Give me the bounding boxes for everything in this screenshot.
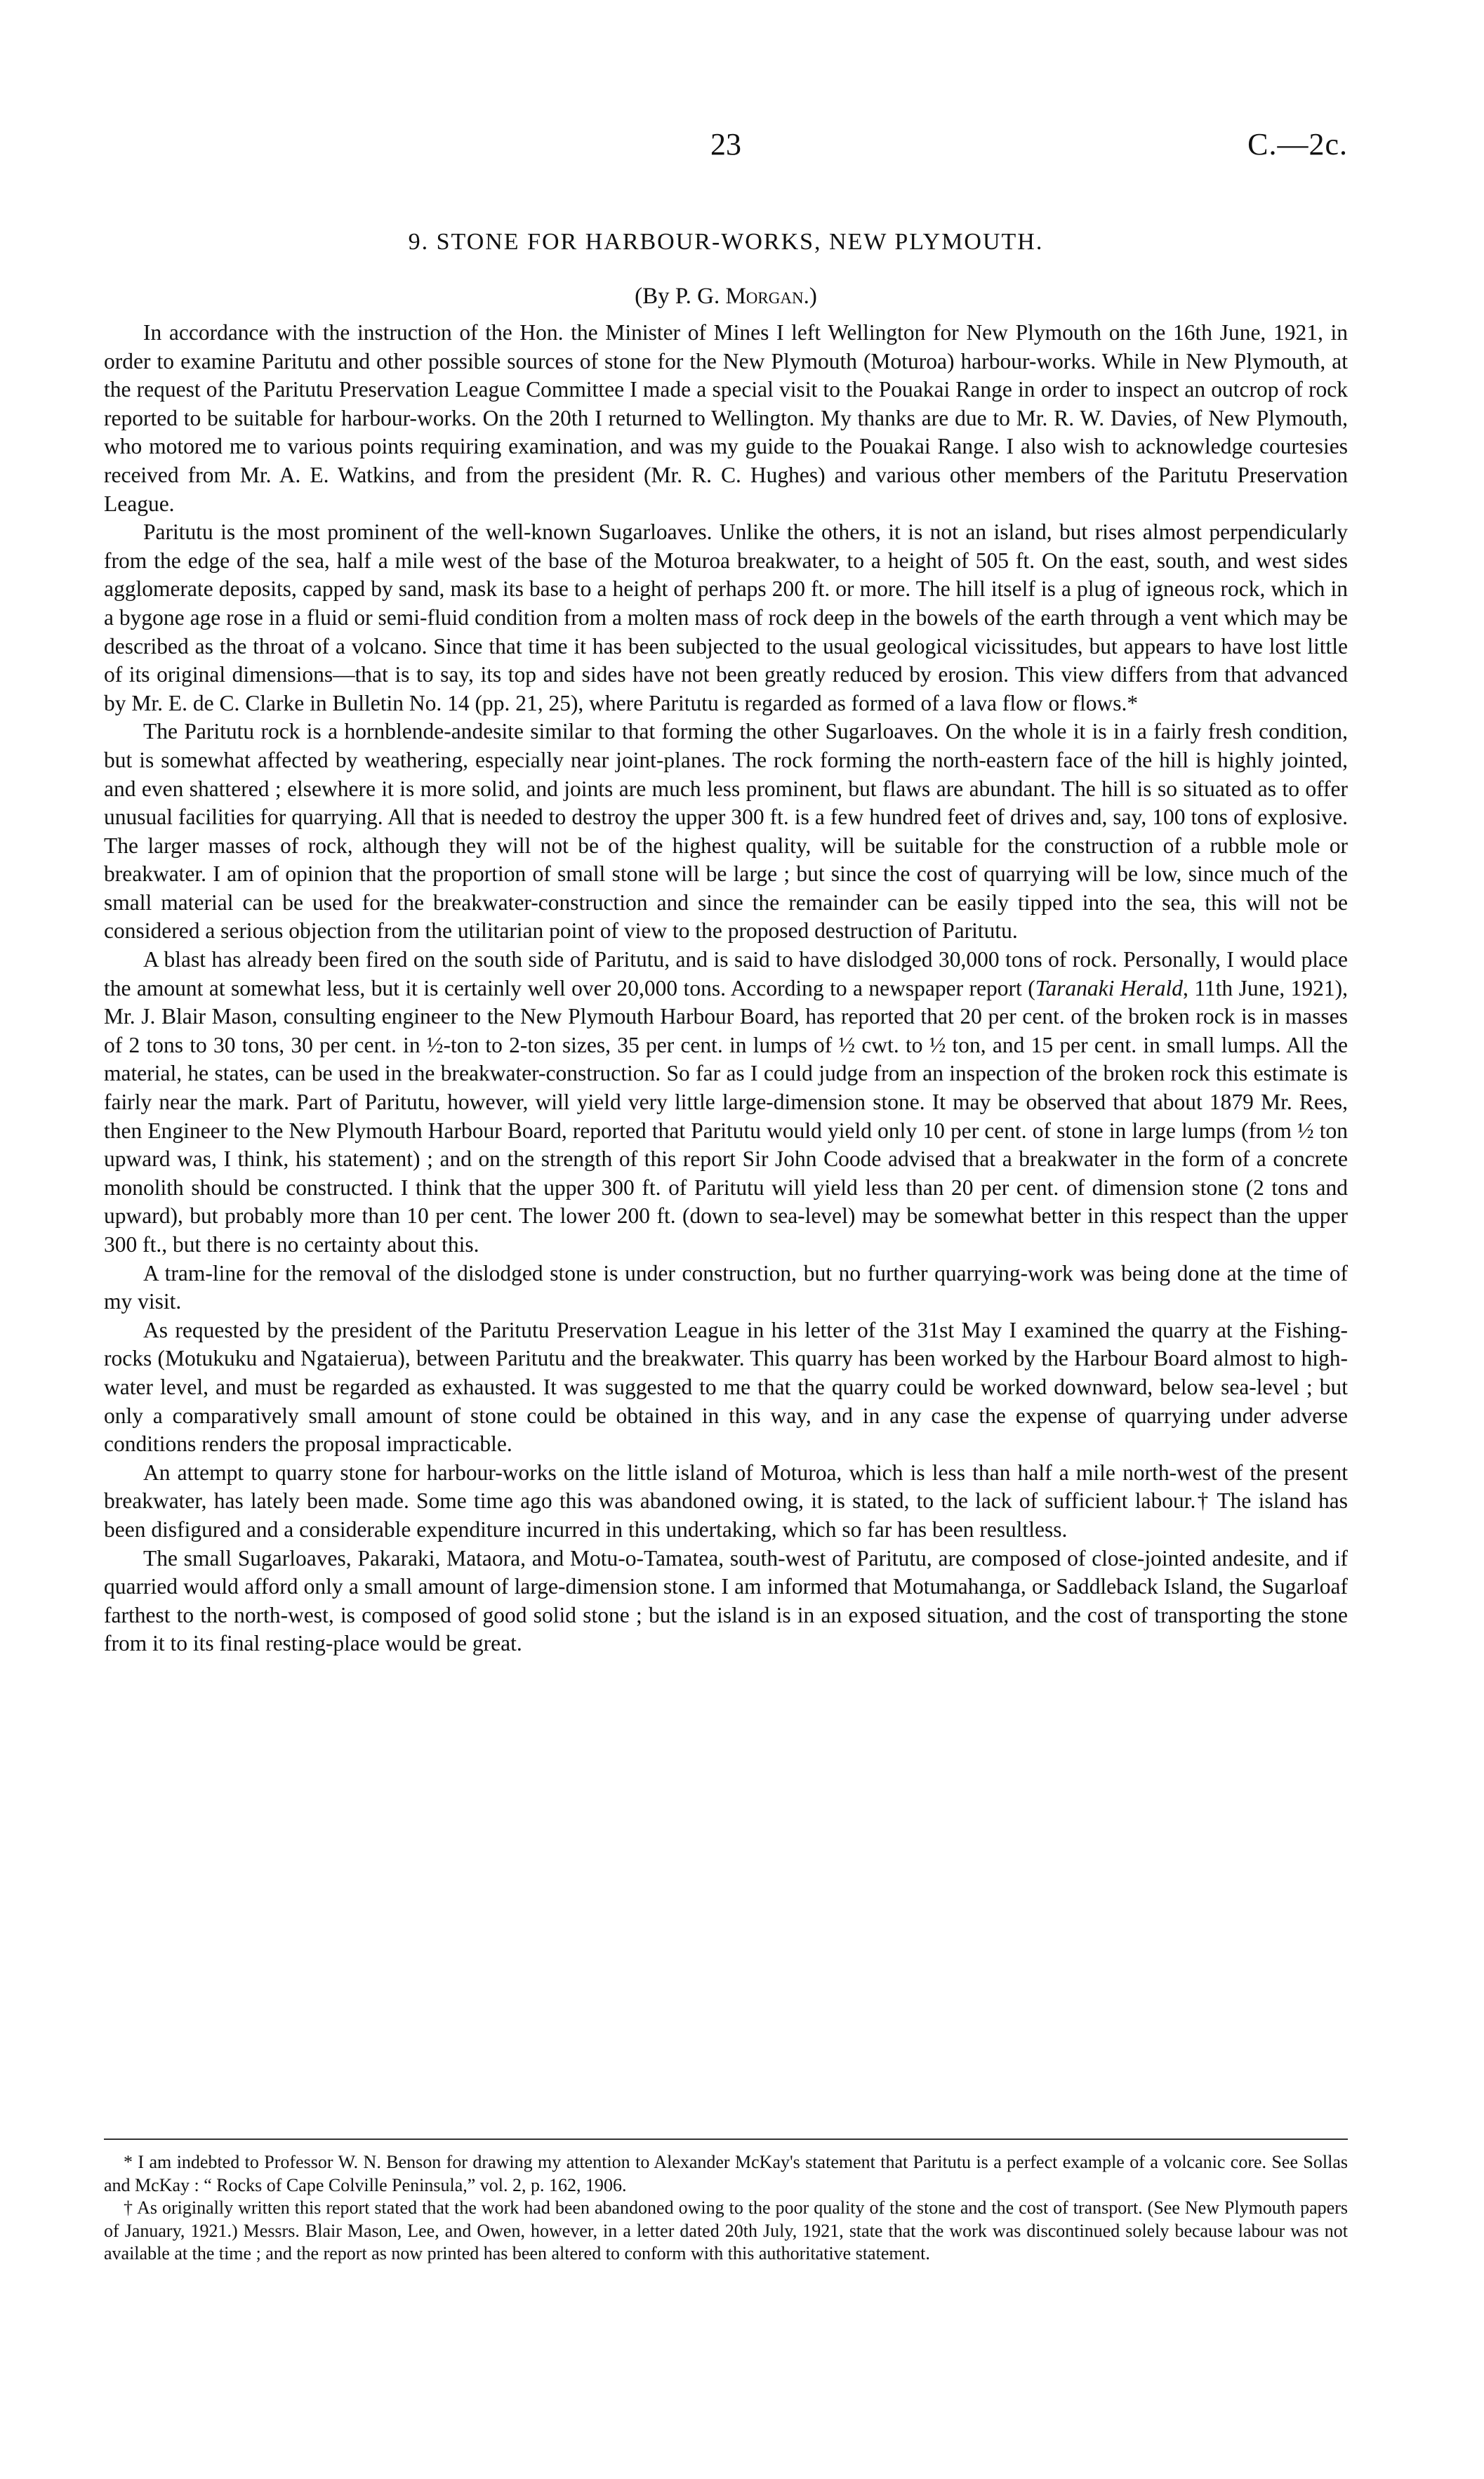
paragraph: The Paritutu rock is a hornblende-andesite similar to that forming the other Sugarloaves. On the whole it is in a fairly fresh condition, but is somewhat affected by weathering, especially near joint-planes. The rock forming the north-eastern face of the hill is highly jointed, and even shattered ; elsewhere it is more solid, and joints are much less prominent, but flaws are abundant. The hill is so situated as to offer unusual facilities for quarrying. All that is needed to destroy the upper 300 ft. is a few hundred feet of drives and, say, 100 tons of explosive. The larger masses of rock, although they will not be of the highest quality, will be suitable for the construction of a rubble mole or breakwater. I am of opinion that the proportion of small stone will be large ; but since the cost of quarrying will be low, since much of the small material can be used for the breakwater-construction and since the remainder can be easily tipped into the sea, this will not be considered a serious objection from the utilitarian point of view to the proposed destruction of Paritutu. <box>104 719 1348 944</box>
byline-prefix: (By P. G. <box>635 284 726 309</box>
article-byline <box>104 284 1348 310</box>
series-code: C.—2c. <box>1247 127 1348 161</box>
author-name: Morgan <box>725 284 804 309</box>
paragraph-text: A blast has already been fired on the south side of Paritutu, and is said to have dislodged 30,000 tons of rock. Personally, I would place the amount at somewhat less, but it is certainly well over 20,000 tons. According to a newspaper report ( <box>104 947 1348 1000</box>
footnotes <box>104 2151 1348 2266</box>
byline-suffix: .) <box>803 284 817 309</box>
article-body <box>104 319 1348 1658</box>
paragraph: As requested by the president of the Paritutu Preservation League in his letter of the 31st May I examined the quarry at the Fishing-rocks (Motukuku and Ngataierua), between Paritutu and the breakwater. This quarry has been worked by the Harbour Board almost to high-water level, and must be regarded as exhausted. It was suggested to me that the quarry could be worked downward, below sea-level ; but only a comparatively small amount of stone could be obtained in this way, and in any case the expense of quarrying under adverse conditions renders the proposal impracticable. <box>104 1317 1348 1457</box>
footnote: * I am indebted to Professor W. N. Benson for drawing my attention to Alexander McKay's statement that Paritutu is a perfect example of a volcanic core. See Sollas and McKay : “ Rocks of Cape Colville Peninsula,” vol. 2, p. 162, 1906. <box>104 2152 1348 2195</box>
paragraph: In accordance with the instruction of the Hon. the Minister of Mines I left Wellington for New Plymouth on the 16th June, 1921, in order to examine Paritutu and other possible sources of stone for the New Plymouth (Moturoa) harbour-works. While in New Plymouth, at the request of the Paritutu Preservation League Committee I made a special visit to the Pouakai Range in order to inspect an outcrop of rock reported to be suitable for harbour-works. On the 20th I returned to Wellington. My thanks are due to Mr. R. W. Davies, of New Plymouth, who motored me to various points requiring examination, and was my guide to the Pouakai Range. I also wish to acknowledge courtesies received from Mr. A. E. Watkins, and from the president (Mr. R. C. Hughes) and various other members of the Paritutu Preservation League. <box>104 320 1348 516</box>
paragraph <box>104 946 1348 1260</box>
paragraph: A tram-line for the removal of the dislodged stone is under construction, but no further quarrying-work was being done at the time of my visit. <box>104 1260 1348 1314</box>
footnote: † As originally written this report stated that the work had been abandoned owing to the poor quality of the stone and the cost of transport. (See New Plymouth papers of January, 1921.) Messrs. Blair Mason, Lee, and Owen, however, in a letter dated 20th July, 1921, state that the work was discontinued solely because labour was not available at the time ; and the report as now printed has been altered to conform with this authoritative statement. <box>104 2197 1348 2263</box>
paragraph: Paritutu is the most prominent of the well-known Sugarloaves. Unlike the others, it is not an island, but rises almost perpendicularly from the edge of the sea, half a mile west of the base of the Moturoa breakwater, to a height of 505 ft. On the east, south, and west sides agglomerate deposits, capped by sand, mask its base to a height of perhaps 200 ft. or more. The hill itself is a plug of igneous rock, which in a bygone age rose in a fluid or semi-fluid condition from a molten mass of rock deep in the bowels of the earth through a vent which may be described as the throat of a volcano. Since that time it has been subjected to the usual geological vicissitudes, but appears to have lost little of its original dimensions—that is to say, its top and sides have not been greatly reduced by erosion. This view differs from that advanced by Mr. E. de C. Clarke in Bulletin No. 14 (pp. 21, 25), where Paritutu is regarded as formed of a lava flow or flows.* <box>104 520 1348 715</box>
paragraph: The small Sugarloaves, Pakaraki, Mataora, and Motu-o-Tamatea, south-west of Paritutu, are composed of close-jointed andesite, and if quarried would afford only a small amount of large-dimension stone. I am informed that Motumahanga, or Saddleback Island, the Sugarloaf farthest to the north-west, is composed of good solid stone ; but the island is in an exposed situation, and the cost of transporting the stone from it to its final resting-place would be great. <box>104 1545 1348 1656</box>
page-header <box>104 126 1348 176</box>
footnote-divider <box>104 2138 1348 2140</box>
newspaper-title: Taranaki Herald <box>1035 975 1183 1000</box>
paragraph: An attempt to quarry stone for harbour-works on the little island of Moturoa, which is less than half a mile north-west of the present breakwater, has lately been made. Some time ago this was abandoned owing, it is stated, to the lack of sufficient labour.† The island has been disfigured and a considerable expenditure incurred in this undertaking, which so far has been resultless. <box>104 1460 1348 1542</box>
paragraph-text: , 11th June, 1921), Mr. J. Blair Mason, consulting engineer to the New Plymouth Harbour Board, has reported that 20 per cent. of the broken rock is in masses of 2 tons to 30 tons, 30 per cent. in ½-ton to 2-ton sizes, 35 per cent. in lumps of ½ cwt. to ½ ton, and 15 per cent. in small lumps. All the material, he states, can be used in the breakwater-construction. So far as I could judge from an inspection of the broken rock this estimate is fairly near the mark. Part of Paritutu, however, will yield very little large-dimension stone. It may be observed that about 1879 Mr. Rees, then Engineer to the New Plymouth Harbour Board, reported that Paritutu would yield only 10 per cent. of stone in large lumps (from ½ ton upward was, I think, his statement) ; and on the strength of this report Sir John Coode advised that a breakwater in the form of a concrete monolith should be constructed. I think that the upper 300 ft. of Paritutu will yield less than 20 per cent. of dimension stone (2 tons and upward), but probably more than 10 per cent. The lower 200 ft. (down to sea-level) may be somewhat better in this respect than the upper 300 ft., but there is no certainty about this. <box>104 975 1349 1257</box>
article-title: 9. STONE FOR HARBOUR-WORKS, NEW PLYMOUTH. <box>408 229 1044 255</box>
page-number: 23 <box>710 127 741 161</box>
